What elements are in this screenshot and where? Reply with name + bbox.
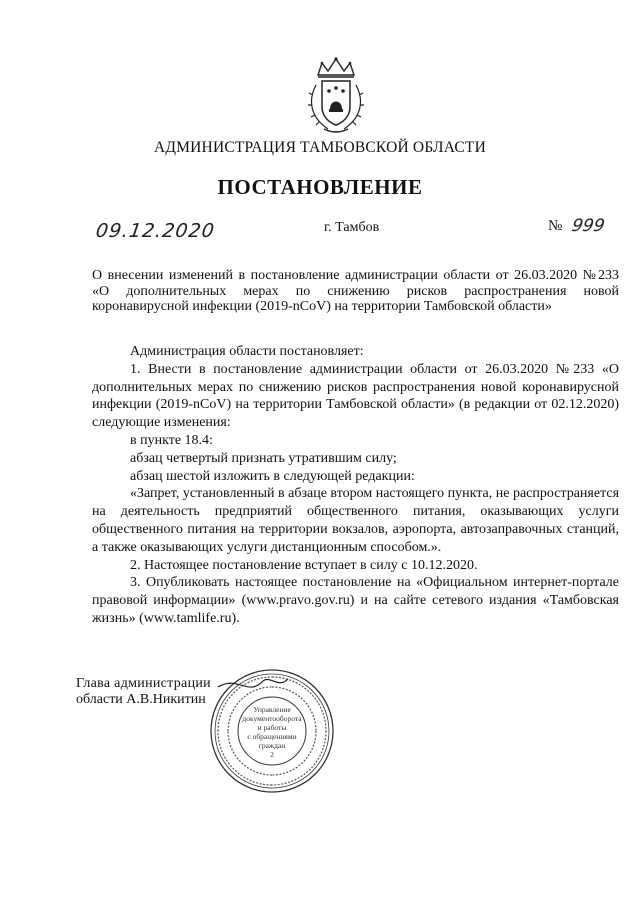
stamp-line: Управление [253,705,291,714]
signature-block [76,676,211,708]
signatory-name: области А.В.Никитин [76,692,206,707]
stamp-line: граждан [258,741,286,750]
city-label: г. Тамбов [324,220,380,235]
handwritten-date: 09.12.2020 [94,220,217,242]
stamp-center-text [232,705,312,759]
body-intro: Администрация области постановляет: [130,344,364,359]
number-label: № [548,218,563,234]
signatory-position: Глава администрации [76,676,211,691]
document-subject: О внесении изменений в постановление администрации области от 26.03.2020 №233 «О дополнительных мерах по снижению рисков распространения новой коронавирусной инфекции (2019-nCoV) на территории Тамбовской области» [92,268,619,314]
body-paragraph-1: 1. Внести в постановление администрации области от 26.03.2020 №233 «О дополнительных мерах по снижению рисков распространения новой коронавирусной инфекции (2019-nCoV) на территории Тамбовской области» (в редакции от 02.12.2020) следующие изменения: [92,361,619,431]
document-body [92,343,619,628]
stamp-line: с обращениями [247,732,297,741]
handwritten-document-number: 999 [570,216,607,236]
document-type-title: ПОСТАНОВЛЕНИЕ [217,175,423,199]
body-paragraph-1a: в пункте 18.4: [130,432,213,448]
body-paragraph-1b: абзац четвертый признать утратившим силу; [130,450,397,466]
body-paragraph-1d: «Запрет, установленный в абзаце втором настоящего пункта, не распространяется на деятельность предприятий общественного питания, оказывающих услуги общественного питания на территории вокзалов, аэропорта, автозаправочных станций, а также оказывающих услуги дистанционным способом.». [92,486,620,555]
tambov-coat-of-arms-emblem [306,55,366,135]
body-paragraph-2: 2. Настоящее постановление вступает в силу с 10.12.2020. [130,557,478,573]
body-paragraph-3: 3. Опубликовать настоящее постановление на «Официальном интернет-портале правовой информации» (www.pravo.gov.ru) и на сайте сетевого издания «Тамбовская жизнь» (www.tamlife.ru). [92,575,619,626]
organization-title: АДМИНИСТРАЦИЯ ТАМБОВСКОЙ ОБЛАСТИ [154,139,486,156]
body-paragraph-1c: абзац шестой изложить в следующей редакции: [130,468,415,484]
stamp-number: 2 [270,750,274,759]
stamp-line: и работы [257,723,287,732]
stamp-line: документооборота [242,714,302,723]
